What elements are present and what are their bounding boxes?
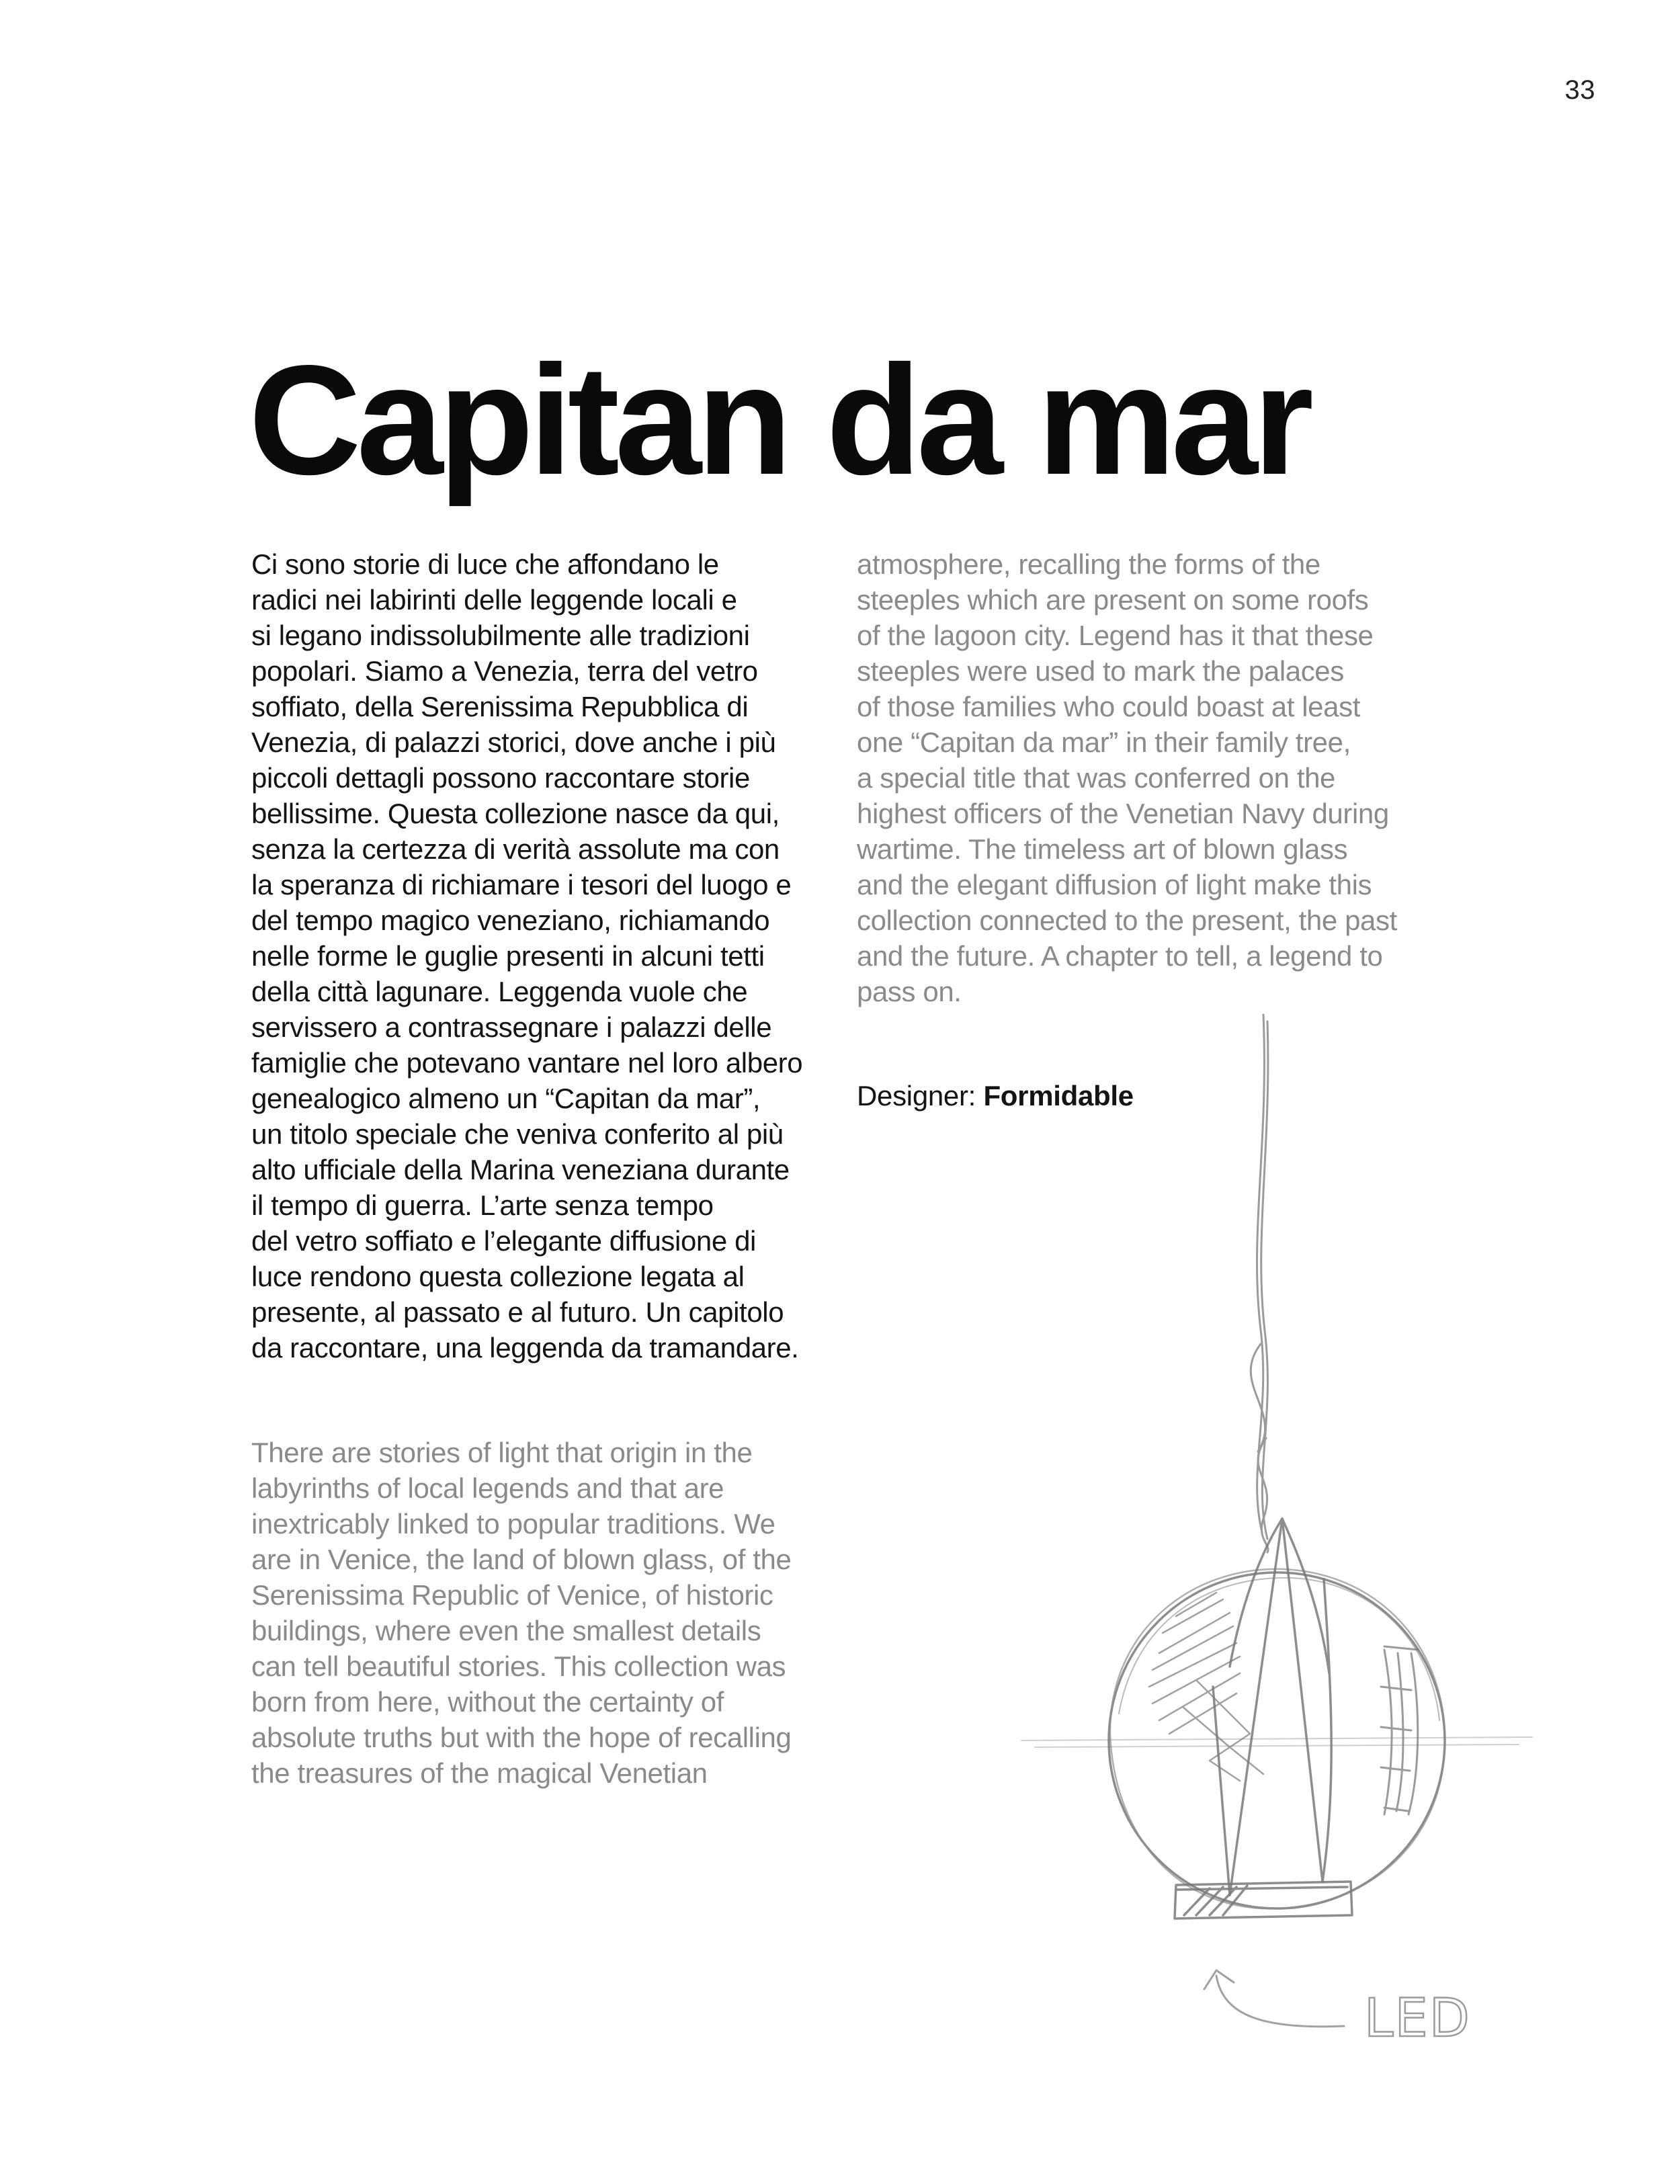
english-text-line: and the elegant diffusion of light make this (857, 869, 1372, 900)
sketch-arrow (1204, 1970, 1344, 2027)
english-text-line: atmosphere, recalling the forms of the (857, 548, 1320, 580)
italian-description (251, 546, 802, 1366)
italian-text-line: del vetro soffiato e l’elegante diffusione di (251, 1225, 756, 1257)
english-text-line: pass on. (857, 976, 962, 1007)
english-description-part2 (857, 546, 1397, 1009)
italian-text-line: nelle forme le guglie presenti in alcuni tetti (251, 940, 765, 972)
italian-text-line: alto ufficiale della Marina veneziana durante (251, 1154, 790, 1185)
english-text-line: labyrinths of local legends and that are (251, 1472, 724, 1504)
english-text-line: of the lagoon city. Legend has it that these (857, 620, 1374, 651)
italian-text-line: luce rendono questa collezione legata al (251, 1261, 745, 1292)
italian-text-line: genealogico almeno un “Capitan da mar”, (251, 1083, 761, 1114)
english-text-line: steeples which are present on some roofs (857, 584, 1369, 616)
english-text-line: highest officers of the Venetian Navy during (857, 798, 1389, 829)
italian-text-line: famiglie che potevano vantare nel loro albero (251, 1047, 803, 1079)
english-text-line: There are stories of light that origin in the (251, 1437, 753, 1468)
italian-text-line: Venezia, di palazzi storici, dove anche i più (251, 726, 776, 758)
italian-text-line: da raccontare, una leggenda da tramandare. (251, 1332, 799, 1363)
italian-text-line: il tempo di guerra. L’arte senza tempo (251, 1189, 714, 1221)
english-description-part1 (251, 1435, 791, 1791)
italian-text-line: la speranza di richiamare i tesori del luogo e (251, 869, 792, 900)
italian-text-line: si legano indissolubilmente alle tradizioni (251, 620, 750, 651)
english-text-line: born from here, without the certainty of (251, 1686, 724, 1718)
english-text-line: inextricably linked to popular traditions. We (251, 1508, 775, 1540)
english-text-line: wartime. The timeless art of blown glass (857, 833, 1348, 865)
italian-text-line: popolari. Siamo a Venezia, terra del vetro (251, 655, 758, 687)
english-text-line: buildings, where even the smallest details (251, 1615, 761, 1646)
english-text-line: Serenissima Republic of Venice, of historic (251, 1579, 773, 1611)
italian-text-line: Ci sono storie di luce che affondano le (251, 548, 719, 580)
english-text-line: absolute truths but with the hope of recalling (251, 1722, 792, 1753)
lamp-sketch (1008, 1008, 1546, 2050)
designer-name: Formidable (983, 1080, 1134, 1111)
italian-text-line: presente, al passato e al futuro. Un capitolo (251, 1296, 784, 1328)
italian-text-line: bellissime. Questa collezione nasce da qui, (251, 798, 780, 829)
italian-text-line: del tempo magico veneziano, richiamando (251, 905, 770, 936)
english-text-line: collection connected to the present, the past (857, 905, 1397, 936)
italian-text-line: senza la certezza di verità assolute ma con (251, 833, 780, 865)
english-text-line: the treasures of the magical Venetian (251, 1757, 708, 1789)
sketch-hatching-right (1381, 1646, 1418, 1814)
english-text-line: a special title that was conferred on the (857, 762, 1336, 794)
page-title: Capitan da mar (249, 333, 1309, 507)
italian-text-line: servissero a contrassegnare i palazzi delle (251, 1011, 772, 1043)
italian-text-line: radici nei labirinti delle leggende locali e (251, 584, 737, 616)
english-text-line: can tell beautiful stories. This collection was (251, 1650, 786, 1682)
english-text-line: are in Venice, the land of blown glass, of the (251, 1544, 792, 1575)
english-text-line: of those families who could boast at least (857, 691, 1360, 722)
sketch-guides (1021, 1737, 1532, 1747)
italian-text-line: della città lagunare. Leggenda vuole che (251, 976, 748, 1007)
page-number: 33 (1564, 75, 1595, 105)
english-text-line: and the future. A chapter to tell, a legend to (857, 940, 1383, 972)
sketch-led-label: LED (1364, 1988, 1471, 2049)
italian-text-line: piccoli dettagli possono raccontare storie (251, 762, 750, 794)
italian-text-line: soffiato, della Serenissima Repubblica di (251, 691, 749, 722)
english-text-line: one “Capitan da mar” in their family tree, (857, 726, 1351, 758)
sketch-cable (1251, 1015, 1268, 1552)
english-text-line: steeples were used to mark the palaces (857, 655, 1344, 687)
designer-label: Designer: (857, 1080, 976, 1111)
italian-text-line: un titolo speciale che veniva conferito al più (251, 1118, 784, 1150)
